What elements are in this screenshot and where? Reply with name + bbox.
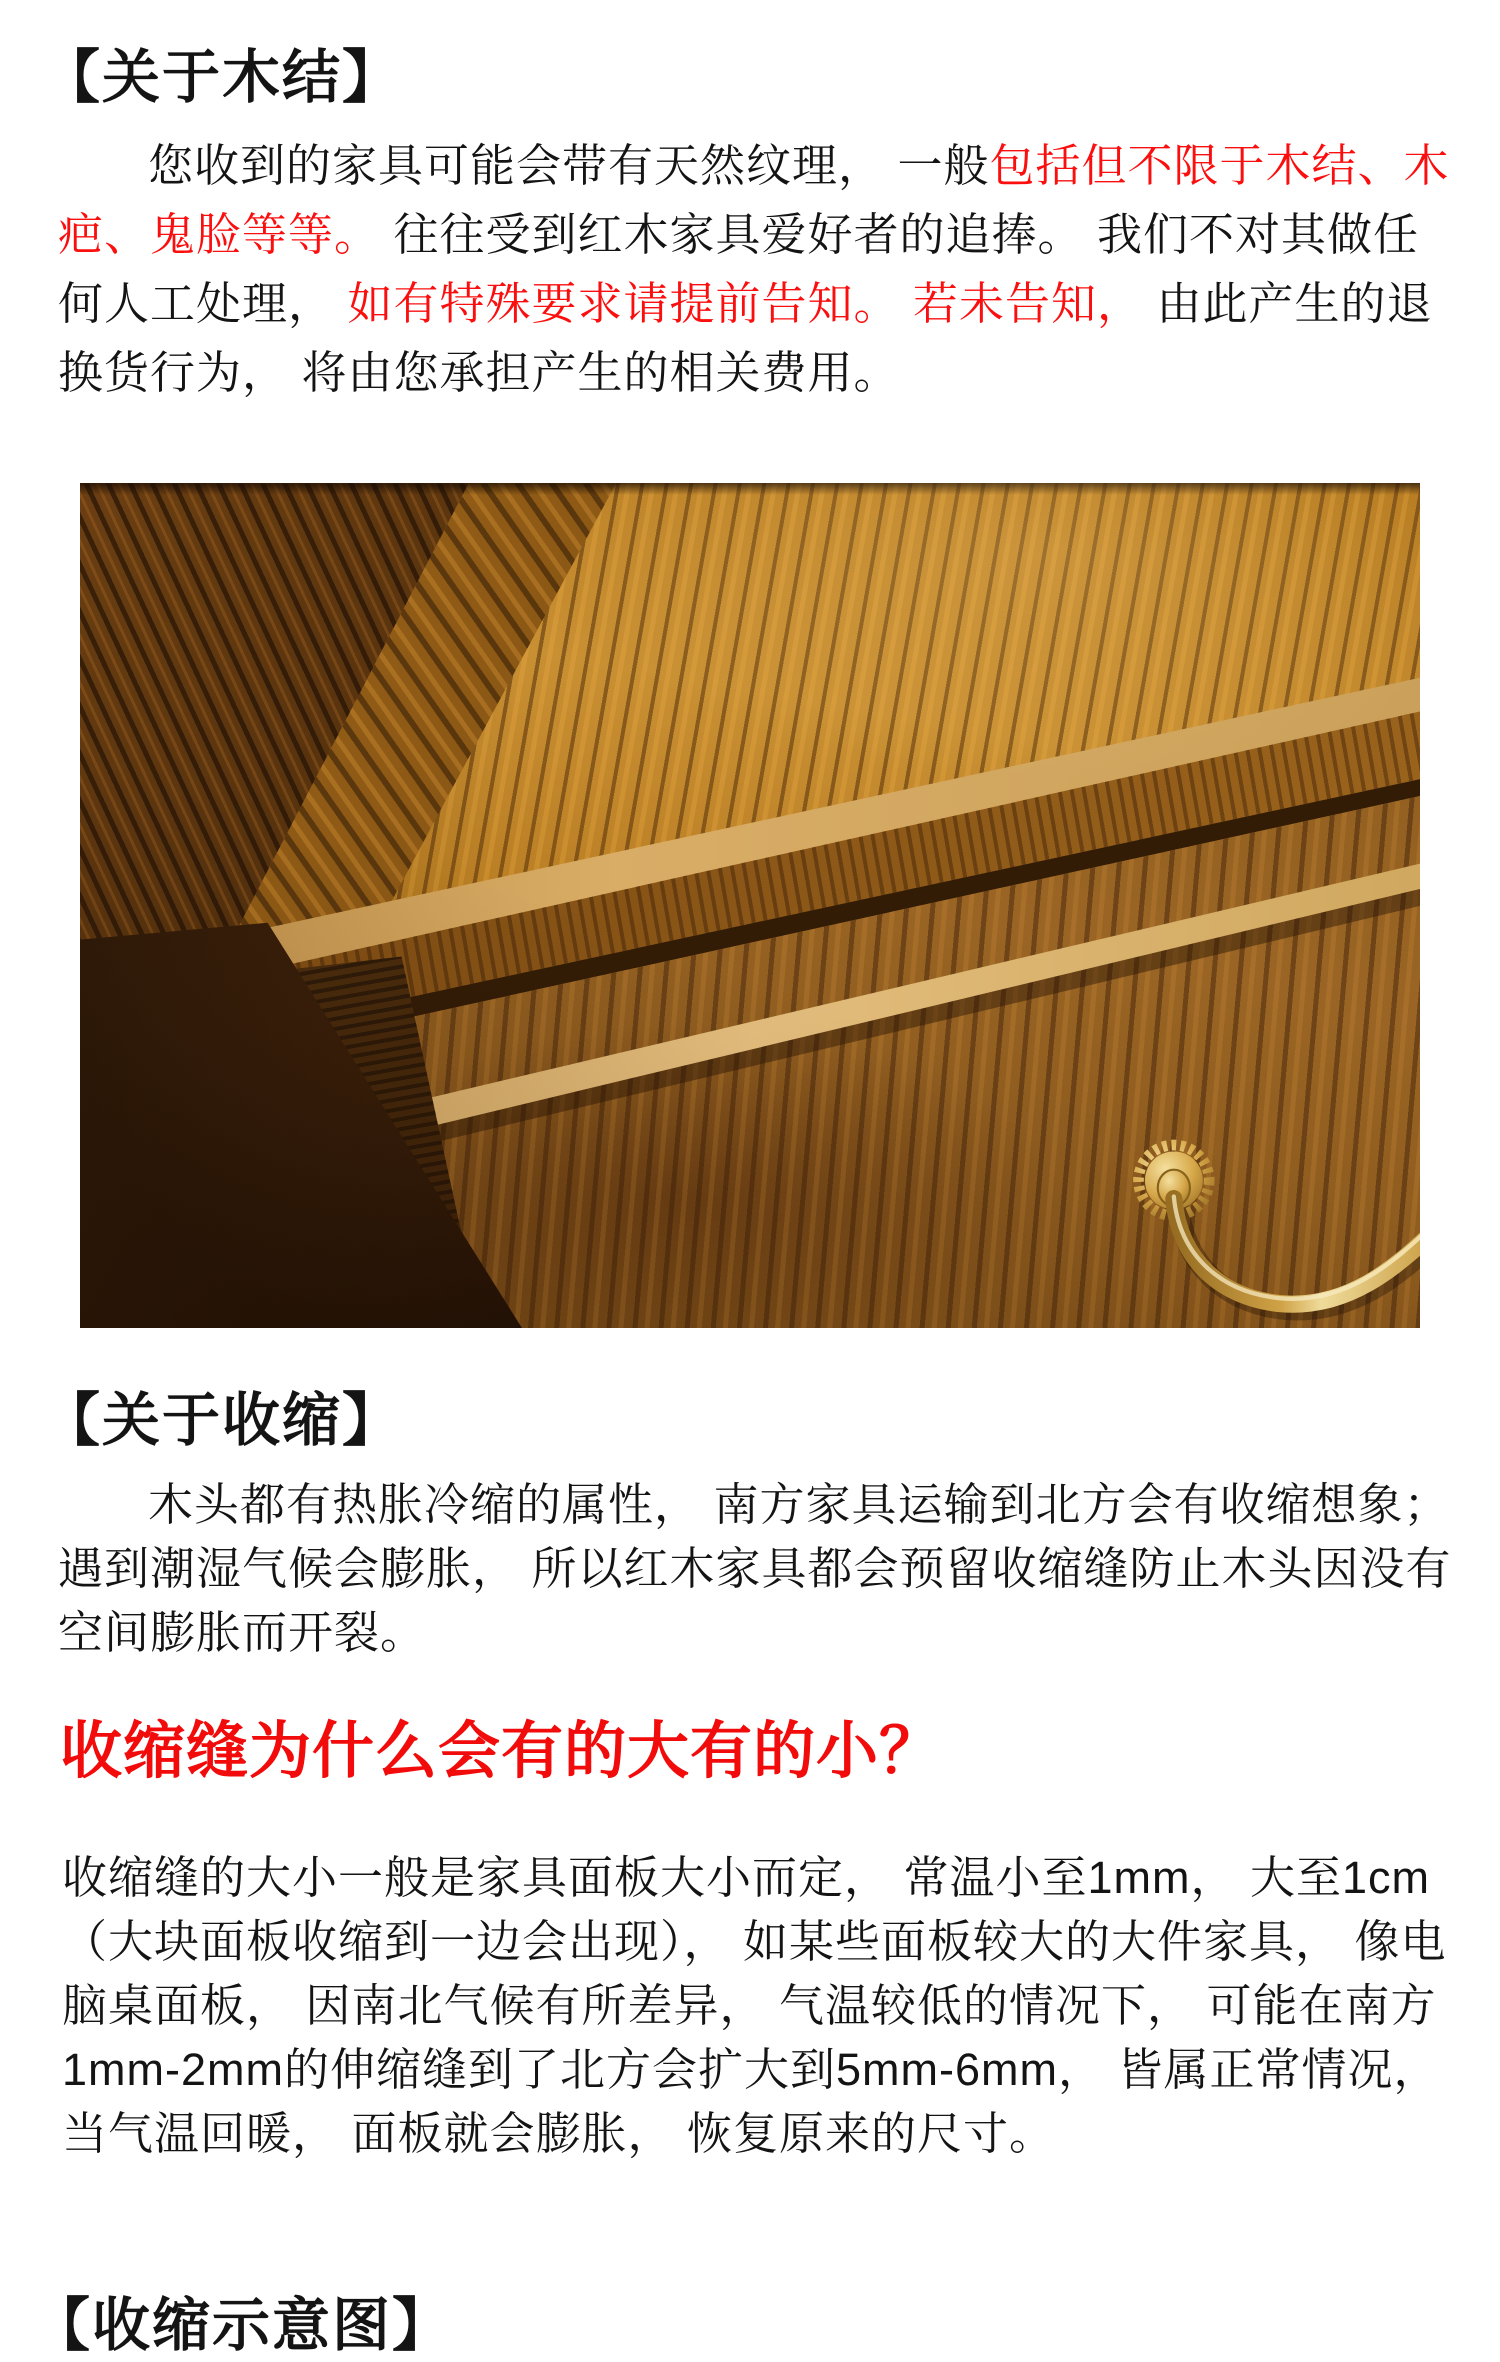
product-detail-page (0, 30, 1500, 2362)
text-segment: 往往受到红木家具爱好者的追捧。 我们不对其做任何人工处理， (58, 208, 1420, 329)
section-title-shrink-diagram: 【收缩示意图】 (32, 2292, 453, 2358)
section-title-shrinkage: 【关于收缩】 (42, 1388, 403, 1454)
text-segment: 您收到的家具可能会带有天然纹理， 一般 (148, 140, 990, 191)
shrinkage-answer-paragraph: 收缩缝的大小一般是家具面板大小而定， 常温小至1mm， 大至1cm（大块面板收缩到一边会出现）， 如某些面板较大的大件家具， 像电脑桌面板， 因南北气候有所差异， 气温较低的情况下， 可能在南方1mm-2mm的伸缩缝到了北方会扩大到5mm-6mm， 皆属正常情况， 当气温回暖， 面板就会膨胀， 恢复原来的尺寸。 (62, 1852, 1447, 2159)
wood-knots-paragraph (58, 132, 1458, 407)
text-segment-red: 包括但不限于木结、木疤、鬼脸等等。 (58, 140, 1450, 260)
shrinkage-question-heading: 收缩缝为什么会有的大有的小？ (60, 1717, 943, 1787)
photo-back-edge (80, 483, 1420, 495)
product-photo-wood-grain (80, 483, 1420, 1328)
brass-drawer-handle-icon (1072, 1100, 1420, 1328)
shrinkage-paragraph: 木头都有热胀冷缩的属性， 南方家具运输到北方会有收缩想象；遇到潮湿气候会膨胀， 所以红木家具都会预留收缩缝防止木头因没有空间膨胀而开裂。 (58, 1479, 1452, 1659)
section-title-wood-knots: 【关于木结】 (42, 45, 403, 110)
text-segment: 由此产生的退换货行为， 将由您承担产生的相关费用。 (58, 277, 1433, 398)
text-segment-red: 如有特殊要求请提前告知。 若未告知， (347, 277, 1157, 329)
